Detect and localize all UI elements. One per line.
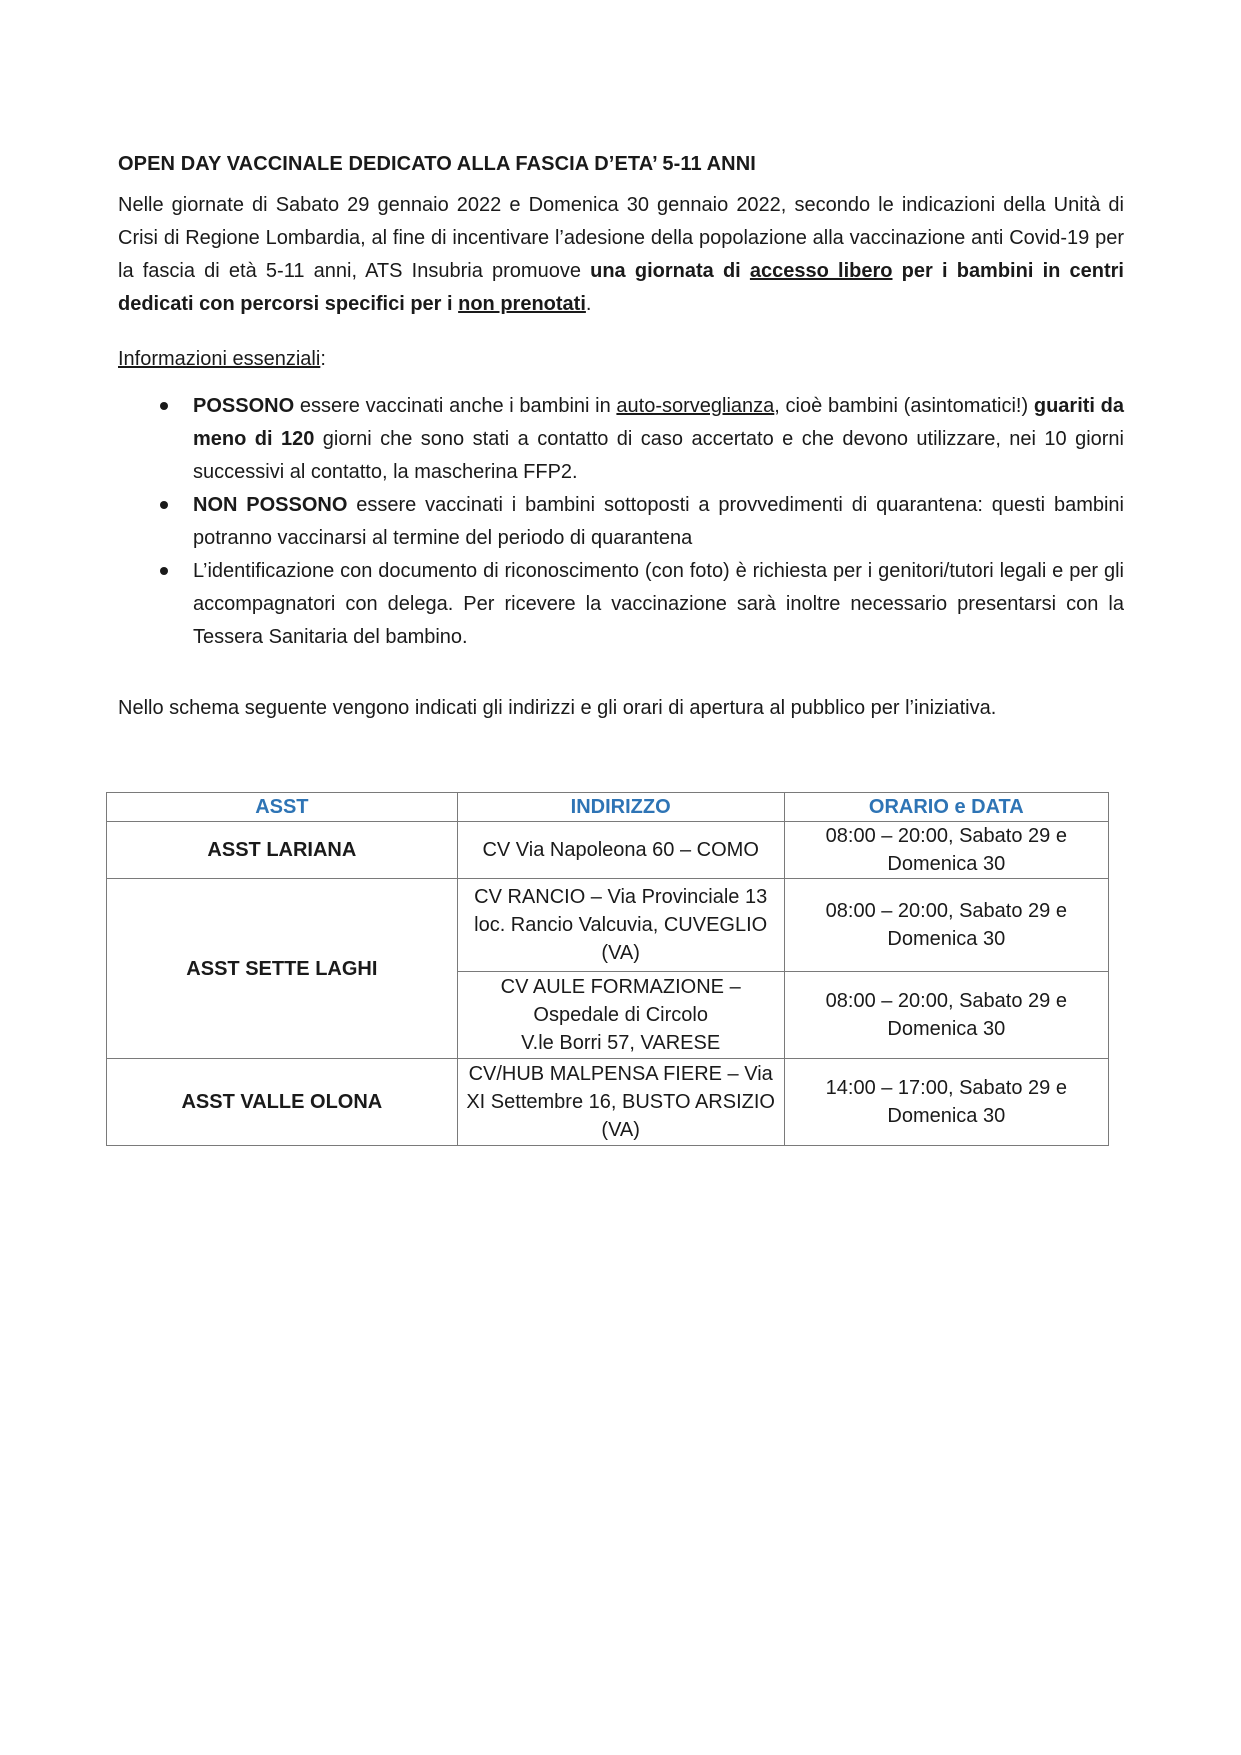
address-line: CV AULE FORMAZIONE – bbox=[500, 976, 741, 998]
bullet-bold: guariti da meno di 120 bbox=[193, 395, 1125, 450]
column-header-address: INDIRIZZO bbox=[457, 793, 784, 822]
vaccination-centers-table bbox=[106, 792, 1109, 1146]
info-heading bbox=[118, 343, 1124, 376]
document-title: OPEN DAY VACCINALE DEDICATO ALLA FASCIA D’ETA’ 5-11 ANNI bbox=[118, 153, 756, 175]
asst-cell: ASST VALLE OLONA bbox=[107, 1059, 458, 1146]
asst-cell: ASST SETTE LAGHI bbox=[107, 879, 458, 1059]
bullet-bold: NON POSSONO bbox=[193, 494, 348, 516]
table-header-row bbox=[107, 793, 1109, 822]
address-cell bbox=[457, 972, 784, 1059]
list-item bbox=[118, 390, 1124, 489]
bullet-text: essere vaccinati i bambini sottoposti a provvedimenti di quarantena: questi bambini potranno vaccinarsi al termine del periodo di quarantena bbox=[193, 494, 1124, 549]
info-bullet-list bbox=[118, 390, 1124, 654]
address-cell: CV RANCIO – Via Provinciale 13 loc. Rancio Valcuvia, CUVEGLIO (VA) bbox=[457, 879, 784, 972]
bullet-text: giorni che sono stati a contatto di caso accertato e che devono utilizzare, nei 10 giorni successivi al contatto, la mascherina FFP2. bbox=[193, 428, 1124, 483]
schedule-cell: 08:00 – 20:00, Sabato 29 e Domenica 30 bbox=[784, 822, 1108, 879]
bullet-text: essere vaccinati anche i bambini in bbox=[294, 395, 617, 417]
column-header-asst: ASST bbox=[107, 793, 458, 822]
info-colon: : bbox=[320, 348, 326, 370]
intro-end: . bbox=[585, 293, 592, 315]
intro-paragraph bbox=[118, 189, 1124, 321]
bullet-dot-icon bbox=[160, 402, 168, 410]
bullet-text: L’identificazione con documento di riconoscimento (con foto) è richiesta per i genitori/tutori legali e per gli accompagnatori con delega. Per ricevere la vaccinazione sarà inoltre necessario presentarsi con la Tessera Sanitaria del bambino. bbox=[193, 560, 1124, 648]
list-item bbox=[118, 555, 1124, 654]
table-row bbox=[107, 879, 1109, 972]
intro-bold-underline-2: non prenotati bbox=[458, 293, 586, 315]
bullet-dot-icon bbox=[160, 567, 168, 575]
address-line: V.le Borri 57, VARESE bbox=[521, 1032, 721, 1054]
schema-intro-paragraph: Nello schema seguente vengono indicati gli indirizzi e gli orari di apertura al pubblico per l’iniziativa. bbox=[118, 697, 997, 719]
schedule-cell: 08:00 – 20:00, Sabato 29 e Domenica 30 bbox=[784, 879, 1108, 972]
column-header-schedule: ORARIO e DATA bbox=[784, 793, 1108, 822]
address-cell: CV/HUB MALPENSA FIERE – Via XI Settembre 16, BUSTO ARSIZIO (VA) bbox=[457, 1059, 784, 1146]
bullet-underline: auto-sorveglianza bbox=[616, 395, 775, 417]
intro-bold-text-a: una giornata di bbox=[590, 260, 750, 282]
bullet-text: , cioè bambini (asintomatici!) bbox=[774, 395, 1034, 417]
address-line: Ospedale di Circolo bbox=[533, 1004, 708, 1026]
bullet-dot-icon bbox=[160, 501, 168, 509]
document-body bbox=[118, 148, 1124, 745]
schedule-cell: 08:00 – 20:00, Sabato 29 e Domenica 30 bbox=[784, 972, 1108, 1059]
info-label: Informazioni essenziali bbox=[118, 348, 321, 370]
schedule-cell: 14:00 – 17:00, Sabato 29 e Domenica 30 bbox=[784, 1059, 1108, 1146]
address-cell: CV Via Napoleona 60 – COMO bbox=[457, 822, 784, 879]
bullet-bold: POSSONO bbox=[193, 395, 295, 417]
table-row bbox=[107, 822, 1109, 879]
table-row bbox=[107, 1059, 1109, 1146]
list-item bbox=[118, 489, 1124, 555]
intro-bold-underline-1: accesso libero bbox=[749, 260, 893, 282]
asst-cell: ASST LARIANA bbox=[107, 822, 458, 879]
intro-text: Nelle giornate di Sabato 29 gennaio 2022 e Domenica 30 gennaio 2022, secondo le indicazioni della Unità di Crisi di Regione Lombardia, al fine di incentivare l’adesione della popolazione alla vaccinazione anti Covid-19 per la fascia di età 5-11 anni, ATS Insubria promuove bbox=[118, 194, 1124, 282]
intro-bold-text-b: per i bambini in centri dedicati con percorsi specifici per i bbox=[118, 260, 1124, 315]
